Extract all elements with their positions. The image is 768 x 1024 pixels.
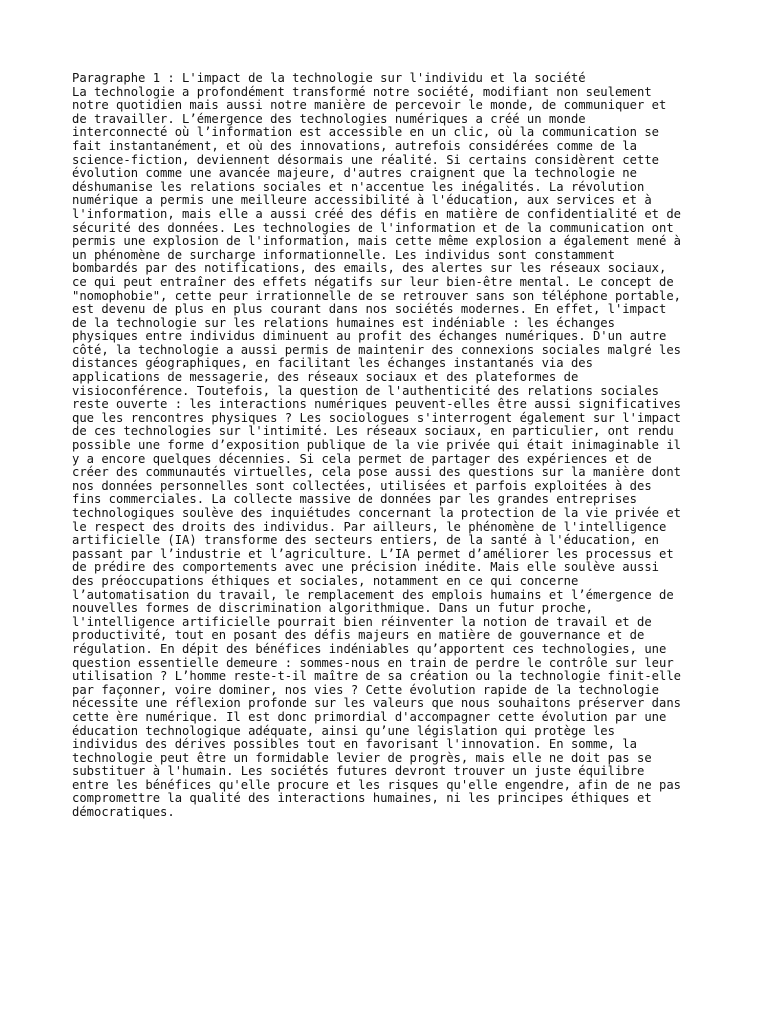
document-page: [72, 72, 712, 820]
paragraph-body: La technologie a profondément transformé notre société, modifiant non seulement notre quotidien mais aussi notre manière de percevoir le monde, de communiquer et de travailler. L’émergence des technologies numériques a créé un monde interconnecté où l’information est accessible en un clic, où la communication se fait instantanément, et où des innovations, autrefois considérées comme de la science-fiction, deviennent désormais une réalité. Si certains considèrent cette évolution comme une avancée majeure, d'autres craignent que la technologie ne déshumanise les relations sociales et n'accentue les inégalités. La révolution numérique a permis une meilleure accessibilité à l'éducation, aux services et à l'information, mais elle a aussi créé des défis en matière de confidentialité et de sécurité des données. Les technologies de l'information et de la communication ont permis une explosion de l'information, mais cette même explosion a également mené à un phénomène de surcharge informationnelle. Les individus sont constamment bombardés par des notifications, des emails, des alertes sur les réseaux sociaux, ce qui peut entraîner des effets négatifs sur leur bien-être mental. Le concept de "nomophobie", cette peur irrationnelle de se retrouver sans son téléphone portable, est devenu de plus en plus courant dans nos sociétés modernes. En effet, l'impact de la technologie sur les relations humaines est indéniable : les échanges physiques entre individus diminuent au profit des échanges numériques. D'un autre côté, la technologie a aussi permis de maintenir des connexions sociales malgré les distances géographiques, en facilitant les échanges instantanés via des applications de messagerie, des réseaux sociaux et des plateformes de visioconférence. Toutefois, la question de l'authenticité des relations sociales reste ouverte : les interactions numériques peuvent-elles être aussi significatives que les rencontres physiques ? Les sociologues s'interrogent également sur l'impact de ces technologies sur l'intimité. Les réseaux sociaux, en particulier, ont rendu possible une forme d’exposition publique de la vie privée qui était inimaginable il y a encore quelques décennies. Si cela permet de partager des expériences et de créer des communautés virtuelles, cela pose aussi des questions sur la manière dont nos données personnelles sont collectées, utilisées et parfois exploitées à des fins commerciales. La collecte massive de données par les grandes entreprises technologiques soulève des inquiétudes concernant la protection de la vie privée et le respect des droits des individus. Par ailleurs, le phénomène de l'intelligence artificielle (IA) transforme des secteurs entiers, de la santé à l'éducation, en passant par l’industrie et l’agriculture. L’IA permet d’améliorer les processus et de prédire des comportements avec une précision inédite. Mais elle soulève aussi des préoccupations éthiques et sociales, notamment en ce qui concerne l’automatisation du travail, le remplacement des emplois humains et l’émergence de nouvelles formes de discrimination algorithmique. Dans un futur proche, l'intelligence artificielle pourrait bien réinventer la notion de travail et de productivité, tout en posant des défis majeurs en matière de gouvernance et de régulation. En dépit des bénéfices indéniables qu’apportent ces technologies, une question essentielle demeure : sommes-nous en train de perdre le contrôle sur leur utilisation ? L’homme reste-t-il maître de sa création ou la technologie finit-elle par façonner, voire dominer, nos vies ? Cette évolution rapide de la technologie nécessite une réflexion profonde sur les valeurs que nous souhaitons préserver dans cette ère numérique. Il est donc primordial d'accompagner cette évolution par une éducation technologique adéquate, ainsi qu’une législation qui protège les individus des dérives possibles tout en favorisant l'innovation. En somme, la technologie peut être un formidable levier de progrès, mais elle ne doit pas se substituer à l'humain. Les sociétés futures devront trouver un juste équilibre entre les bénéfices qu'elle procure et les risques qu'elle engendre, afin de ne pas compromettre la qualité des interactions humaines, ni les principes éthiques et démocratiques.: [72, 84, 682, 820]
paragraph-heading: Paragraphe 1 : L'impact de la technologie sur l'individu et la société: [72, 71, 586, 85]
